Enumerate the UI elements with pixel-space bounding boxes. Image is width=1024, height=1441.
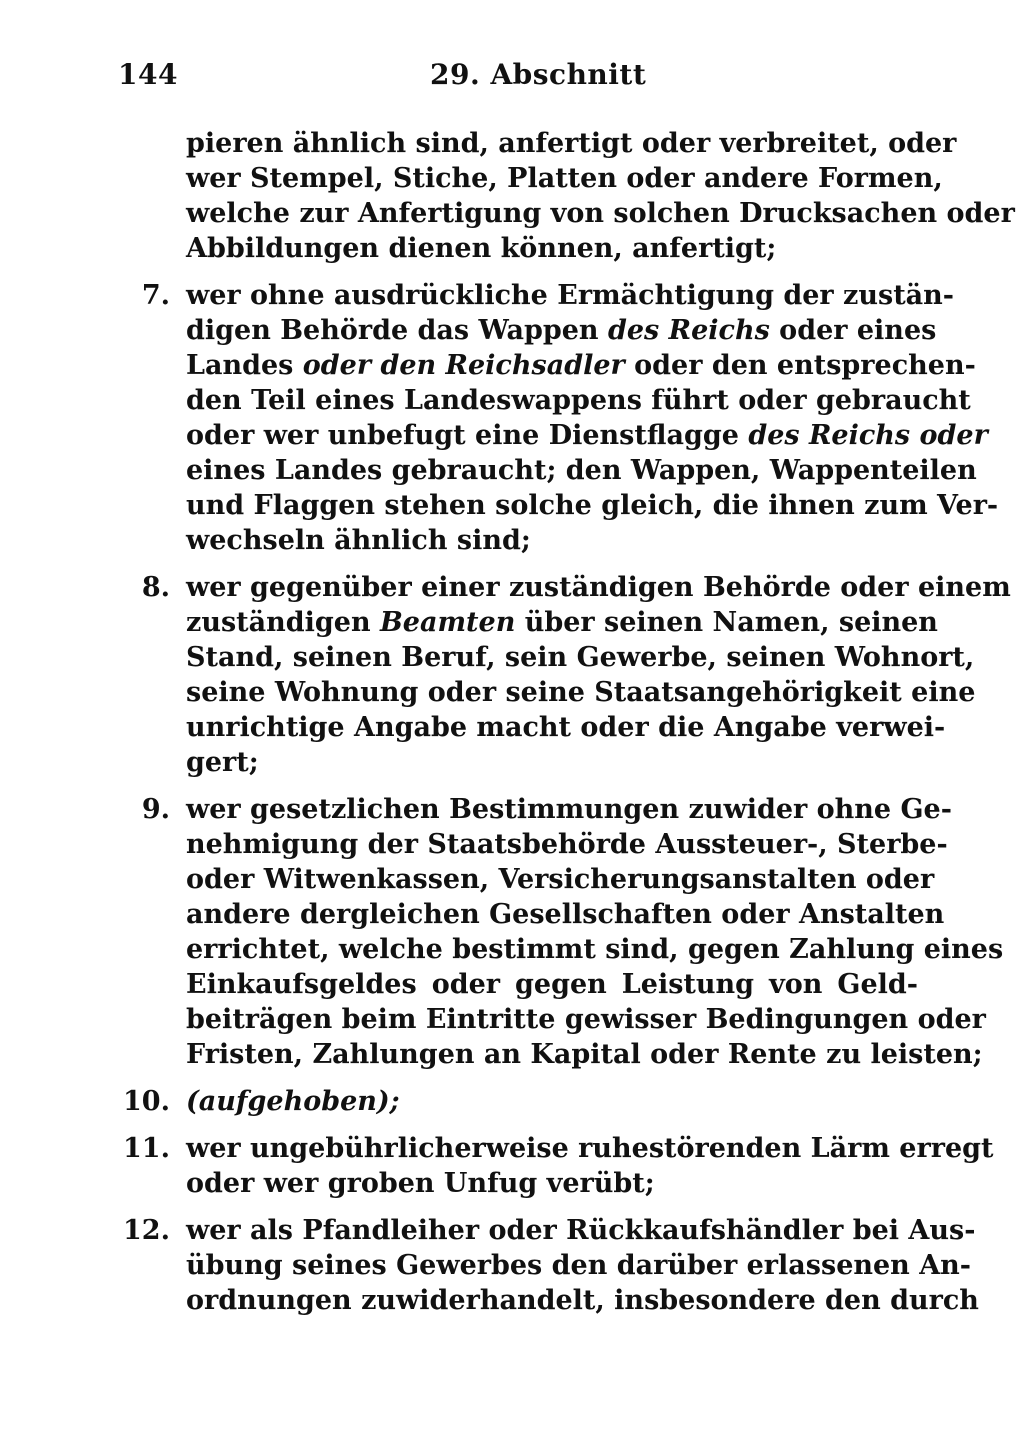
- item-number: 10.: [123, 1086, 170, 1117]
- emphasized-text: des Reichs: [607, 315, 770, 346]
- item-number: 11.: [123, 1133, 170, 1164]
- continuation-paragraph: [0, 126, 1024, 266]
- text-line: wechseln ähnlich sind;: [186, 525, 531, 556]
- text-line: wer als Pfandleiher oder Rückkaufshändler bei Aus-: [186, 1215, 976, 1246]
- emphasized-text: Beamten: [379, 607, 516, 638]
- text-line: eines Landes gebraucht; den Wappen, Wappenteilen: [186, 455, 977, 486]
- emphasized-text: des Reichs oder: [748, 420, 988, 451]
- page-body: [0, 126, 1024, 1318]
- text-line: wer ohne ausdrückliche Ermächtigung der zustän-: [186, 280, 954, 311]
- text-line: ordnungen zuwiderhandelt, insbesondere den durch: [186, 1285, 979, 1316]
- text-line: digen Behörde das Wappen des Reichs oder eines: [186, 315, 937, 346]
- text-line: Einkaufsgeldes oder gegen Leistung von Geld-: [186, 969, 918, 1000]
- text-line: Fristen, Zahlungen an Kapital oder Rente zu leisten;: [186, 1039, 983, 1070]
- text-line: den Teil eines Landeswappens führt oder gebraucht: [186, 385, 971, 416]
- text-line: zuständigen Beamten über seinen Namen, seinen: [186, 607, 938, 638]
- text-line: und Flaggen stehen solche gleich, die ihnen zum Ver-: [186, 490, 999, 521]
- emphasized-text: (aufgehoben);: [186, 1086, 400, 1117]
- text-line: seine Wohnung oder seine Staatsangehörigkeit eine: [186, 677, 976, 708]
- text-line: Landes oder den Reichsadler oder den entsprechen-: [186, 350, 976, 381]
- text-line: Stand, seinen Beruf, sein Gewerbe, seinen Wohnort,: [186, 642, 975, 673]
- item-number: 8.: [141, 572, 170, 603]
- text-line: welche zur Anfertigung von solchen Drucksachen oder: [186, 198, 1015, 229]
- text-line: Abbildungen dienen können, anfertigt;: [186, 233, 777, 264]
- list-item: [0, 792, 1024, 1072]
- text-line: oder wer unbefugt eine Dienstflagge des Reichs oder: [186, 420, 988, 451]
- text-line: errichtet, welche bestimmt sind, gegen Zahlung eines: [186, 934, 1004, 965]
- list-item: [0, 1213, 1024, 1318]
- item-number: 9.: [141, 794, 170, 825]
- text-line: wer ungebührlicherweise ruhestörenden Lärm erregt: [186, 1133, 994, 1164]
- text-line: wer gegenüber einer zuständigen Behörde oder einem: [186, 572, 1011, 603]
- emphasized-text: oder den Reichsadler: [302, 350, 625, 381]
- running-header: [118, 58, 918, 98]
- text-line: wer Stempel, Stiche, Platten oder andere Formen,: [186, 163, 943, 194]
- list-item: [0, 570, 1024, 780]
- running-title: 29. Abschnitt: [430, 58, 647, 91]
- list-item: [0, 1131, 1024, 1201]
- text-line: beiträgen beim Eintritte gewisser Bedingungen oder: [186, 1004, 986, 1035]
- list-item: [0, 1084, 1024, 1119]
- text-line: wer gesetzlichen Bestimmungen zuwider ohne Ge-: [186, 794, 952, 825]
- text-line: pieren ähnlich sind, anfertigt oder verbreitet, oder: [186, 128, 957, 159]
- text-line: übung seines Gewerbes den darüber erlassenen An-: [186, 1250, 971, 1281]
- text-line: [186, 1084, 918, 1119]
- text-line: oder wer groben Unfug verübt;: [186, 1168, 655, 1199]
- list-item: [0, 278, 1024, 558]
- item-number: 7.: [141, 280, 170, 311]
- text-line: nehmigung der Staatsbehörde Aussteuer-, Sterbe-: [186, 829, 948, 860]
- text-line: gert;: [186, 747, 259, 778]
- page-number: 144: [118, 58, 178, 91]
- text-line: oder Witwenkassen, Versicherungsanstalten oder: [186, 864, 935, 895]
- text-line: unrichtige Angabe macht oder die Angabe verwei-: [186, 712, 946, 743]
- item-number: 12.: [123, 1215, 170, 1246]
- text-line: andere dergleichen Gesellschaften oder Anstalten: [186, 899, 945, 930]
